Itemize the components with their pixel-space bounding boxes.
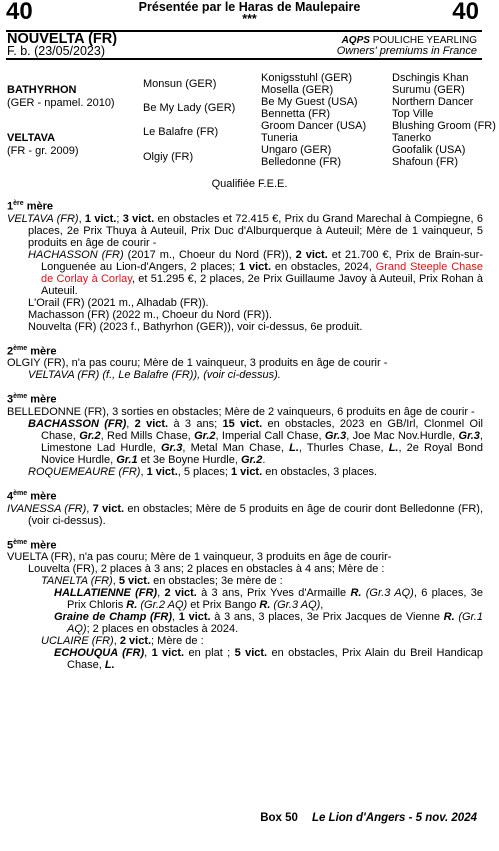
produce-name: ECHOUQUA (FR) <box>54 647 145 660</box>
txt: et Prix Bango <box>187 599 260 612</box>
pedigree-g4-6: Tanerko <box>392 132 432 144</box>
sec1-num: 1 <box>7 200 14 213</box>
pedigree-g4-7: Goofalik (USA) <box>392 144 466 156</box>
grade: R. <box>259 599 271 612</box>
dam5-vuelta: VUELTA (FR), n'a pas couru; Mère de 1 vainqueur, 3 produits en âge de courir- <box>7 551 392 564</box>
produce-roquemeaure <box>7 466 483 478</box>
produce-machasson: Machasson (FR) (2022 m., Choeur du Nord (FR)). <box>28 308 272 321</box>
pedigree-g4-3: Northern Dancer <box>392 96 474 108</box>
wins: 5 vict. <box>118 575 151 588</box>
sec3-sup: ème <box>13 393 28 401</box>
race-highlight: Grand Steeple Chase de Corlay à Corlay <box>41 260 484 285</box>
pedigree-g3-3: Be My Guest (USA) <box>261 96 358 108</box>
txt: en obstacles; Mère de 5 produits en âge de courir dont Belledonne (FR), (voir ci-dessus). <box>28 502 483 527</box>
sec2-sup: ème <box>13 344 28 352</box>
txt: , Joe Mac Nov.Hurdle, <box>346 429 459 442</box>
txt: , <box>126 417 135 430</box>
produce-bachasson <box>7 418 483 466</box>
txt: , Limestone Lad Hurdle, <box>41 429 483 454</box>
sale-event: Le Lion d'Angers - 5 nov. 2024 <box>311 812 477 824</box>
dam4-ivanessa <box>7 503 483 527</box>
sec5-word: mère <box>27 539 57 552</box>
section-title-1 <box>7 198 483 213</box>
sire-info: (GER - npamel. 2010) <box>7 97 115 109</box>
txt: ; <box>116 212 123 225</box>
qualification: Qualifiée F.E.E. <box>211 178 288 190</box>
pedigree-g4-4: Top Ville <box>392 108 434 120</box>
section-title-4 <box>7 488 483 503</box>
wins: 7 vict. <box>92 502 125 515</box>
produce-louvelta: Louvelta (FR), 2 places à 3 ans; 2 places en obstacles à 4 ans; Mère de : <box>28 563 385 576</box>
sec1-word: mère <box>23 200 53 213</box>
dam2-olgiy: OLGIY (FR), n'a pas couru; Mère de 1 vainqueur, 3 produits en âge de courir - <box>7 357 388 370</box>
dam1-name: VELTAVA (FR) <box>7 212 79 225</box>
produce-name: BACHASSON (FR) <box>28 417 127 430</box>
section-title-5 <box>7 537 483 552</box>
txt: , <box>112 575 119 588</box>
section-title-2 <box>7 343 483 358</box>
produce-nouvelta: Nouvelta (FR) (2023 f., Bathyrhon (GER)), voir ci-dessus, 6e produit. <box>28 320 363 333</box>
txt: , <box>78 212 85 225</box>
dam1-veltava <box>7 213 483 249</box>
pedigree-g3-4: Bennetta (FR) <box>261 108 331 120</box>
dam-info: (FR - gr. 2009) <box>7 145 79 157</box>
pedigree-g4-1: Dschingis Khan <box>392 72 469 84</box>
txt: (Gr.1 AQ) <box>67 611 483 636</box>
txt: , <box>144 647 152 660</box>
pedigree-g3-5: Groom Dancer (USA) <box>261 120 367 132</box>
sec3-num: 3 <box>7 393 14 406</box>
txt: à 3 ans, Prix Yves d'Armaille <box>196 587 351 600</box>
produce-name: ROQUEMEAURE (FR) <box>28 465 141 478</box>
txt: (Gr.3 AQ) <box>270 599 321 612</box>
sec2-word: mère <box>27 345 57 358</box>
txt: , <box>86 502 93 515</box>
section-title-3 <box>7 391 483 406</box>
wins: 1 vict. <box>230 465 263 478</box>
txt: ; 2 places en obstacles à 2024. <box>86 623 239 636</box>
sec1-sup: ère <box>13 200 24 207</box>
dam3-belledonne: BELLEDONNE (FR), 3 sorties en obstacles; Mère de 2 vainqueurs, 6 produits en âge de courir - <box>7 405 475 418</box>
sec5-num: 5 <box>7 539 14 552</box>
wins: 1 vict. <box>84 212 117 225</box>
produce-hachasson <box>7 249 483 297</box>
wins: 1 vict. <box>239 260 272 273</box>
txt: à 3 ans; <box>168 417 223 430</box>
produce-lorail: L'Orail (FR) (2021 m., Alhadab (FR)). <box>28 296 209 309</box>
presented-by <box>0 1 499 25</box>
pedigree-g4-2: Surumu (GER) <box>392 84 465 96</box>
dam-name: IVANESSA (FR) <box>7 502 87 515</box>
grade: Gr.2 <box>240 453 263 466</box>
pedigree-g2-4: Olgiy (FR) <box>143 151 194 163</box>
wins: 15 vict. <box>222 417 263 430</box>
pedigree-divider <box>6 58 482 60</box>
breed-tag-aqps: AQPS <box>341 35 370 46</box>
wins: 1 vict. <box>146 465 178 478</box>
grade: Gr.2 <box>194 429 216 442</box>
pedigree-g3-6: Tuneria <box>261 132 298 144</box>
sec2-num: 2 <box>7 345 14 358</box>
wins: 2 vict. <box>295 248 328 261</box>
grade: R. <box>350 587 362 600</box>
stars: *** <box>242 12 257 26</box>
wins: 1 vict. <box>151 647 185 660</box>
pedigree-g2-2: Be My Lady (GER) <box>143 102 236 114</box>
horse-identity: F. b. (23/05/2023) <box>7 44 105 58</box>
grade: L. <box>289 441 299 454</box>
txt: , <box>157 587 165 600</box>
txt: en obstacles, 2024, <box>271 260 376 273</box>
txt: ; Mère de : <box>151 635 204 648</box>
txt: , <box>320 599 324 612</box>
produce-tanelta <box>7 575 483 587</box>
grade: Gr.3 <box>324 429 347 442</box>
pedigree-g2-3: Le Balafre (FR) <box>143 126 219 138</box>
grade: L. <box>104 659 115 672</box>
wins: 1 vict. <box>178 611 211 624</box>
sec5-sup: ème <box>13 538 28 546</box>
txt: (Gr.3 AQ) <box>361 587 414 600</box>
pedigree-g3-7: Ungaro (GER) <box>261 144 332 156</box>
wins: 5 vict. <box>234 647 268 660</box>
txt: en obstacles, Prix Alain du Breil Handicap Chase, <box>67 647 484 672</box>
pedigree-g4-8: Shafoun (FR) <box>392 156 459 168</box>
txt: , <box>172 611 179 624</box>
txt: en obstacles, 3 places. <box>262 465 378 478</box>
sec4-num: 4 <box>7 490 14 503</box>
txt: , Red Mills Chase, <box>100 429 195 442</box>
txt: , 2e Royal Bond Novice Hurdle, <box>41 441 483 466</box>
lot-number-left: 40 <box>6 0 33 25</box>
txt: en plat ; <box>184 647 235 660</box>
txt: , Thurles Chase, <box>298 441 389 454</box>
txt: (f., Le Balafre (FR)), (voir ci-dessus). <box>99 369 281 382</box>
breed-tag-rest: POULICHE YEARLING <box>369 35 477 46</box>
produce-name: VELTAVA (FR) <box>28 369 100 382</box>
grade: R. <box>126 599 138 612</box>
txt: en obstacles, 2023 en GB/Irl, Clonmel Oil Chase, <box>41 417 483 442</box>
produce-name: HALLATIENNE (FR) <box>54 587 158 600</box>
txt: et 3e Boyne Hurdle, <box>137 453 241 466</box>
pedigree-g3-8: Belledonne (FR) <box>261 156 342 168</box>
family-history <box>7 198 483 671</box>
wins: 2 vict. <box>119 635 152 648</box>
produce-name: HACHASSON (FR) <box>28 248 124 261</box>
grade: Gr.3 <box>458 429 480 442</box>
box-number: Box 50 <box>260 812 298 824</box>
txt: à 3 ans, 3 places, 3e Prix Jacques de Vienne <box>210 611 444 624</box>
pedigree-g4-5: Blushing Groom (FR) <box>392 120 496 132</box>
produce-graine-de-champ <box>7 611 483 635</box>
grade: Gr.3 <box>160 441 183 454</box>
sire-name: BATHYRHON <box>7 84 77 96</box>
dam-name: VELTAVA <box>7 132 56 144</box>
produce-name: TANELTA (FR) <box>41 575 113 588</box>
txt: (2017 m., Choeur du Nord (FR)), <box>123 248 296 261</box>
txt: en obstacles; 3e mère de : <box>150 575 283 588</box>
sec4-word: mère <box>27 490 57 503</box>
txt: , Imperial Call Chase, <box>215 429 325 442</box>
horse-name: NOUVELTA (FR) <box>7 31 118 47</box>
grade: Gr.2 <box>79 429 101 442</box>
txt: , 5 places; <box>177 465 231 478</box>
lot-number-right: 40 <box>452 0 479 25</box>
txt: (Gr.2 AQ) <box>137 599 188 612</box>
txt: , <box>113 635 120 648</box>
produce-name: UCLAIRE (FR) <box>41 635 114 648</box>
grade: R. <box>443 611 455 624</box>
pedigree-g3-2: Mosella (GER) <box>261 84 334 96</box>
wins: 2 vict. <box>164 587 197 600</box>
produce-echouqua <box>7 647 483 671</box>
txt: en obstacles et 72.415 €, Prix du Grand Marechal à Compiegne, 6 places, 2e Prix Thuya à Auteuil, Prix Duc d'Alburquerque à Auteuil; Mère de 1 vainqueur, 5 produits en âge de courir - <box>28 212 483 249</box>
presenter-text: Présentée par le Haras de Maulepaire <box>138 0 361 14</box>
owners-premiums: Owners' premiums in France <box>336 45 477 57</box>
dam2-produce-veltava <box>7 369 483 381</box>
txt: . <box>262 453 266 466</box>
txt: , 6 places, 3e Prix Chloris <box>67 587 483 612</box>
pedigree-g3-1: Konigsstuhl (GER) <box>261 72 353 84</box>
produce-hallatienne <box>7 587 483 611</box>
grade: L. <box>388 441 399 454</box>
produce-uclaire <box>7 635 483 647</box>
footer <box>260 812 477 824</box>
pedigree-g2-1: Monsun (GER) <box>143 78 217 90</box>
wins: 3 vict. <box>122 212 155 225</box>
wins: 2 vict. <box>134 417 169 430</box>
txt: , Metal Man Chase, <box>182 441 290 454</box>
txt: , <box>140 465 147 478</box>
txt: , et 51.295 €, 2 places, 2e Prix Guillaume Javoy à Auteuil, Prix Rohan à Auteuil. <box>41 272 483 297</box>
produce-name: Graine de Champ (FR) <box>54 611 173 624</box>
sec3-word: mère <box>27 393 57 406</box>
txt: et 21.700 €, Prix de Brain-sur-Longuenée au Lion-d'Angers, 2 places; <box>41 248 484 273</box>
grade: Gr.1 <box>116 453 138 466</box>
sec4-sup: ème <box>13 489 28 497</box>
